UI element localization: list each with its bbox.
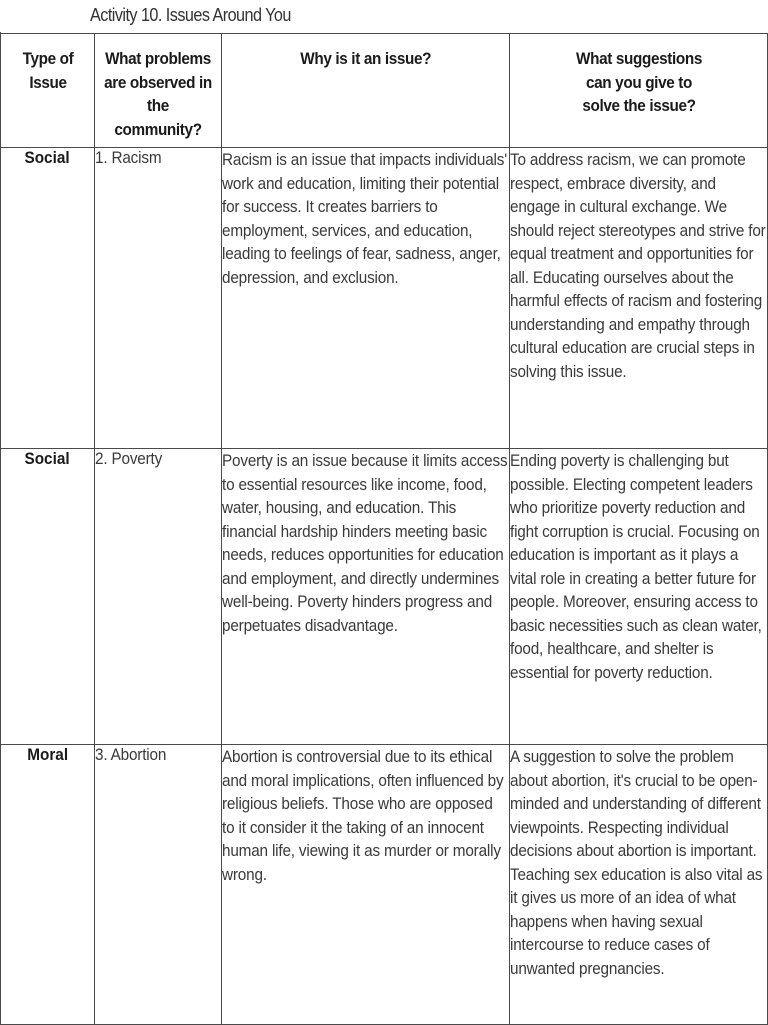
header-type-label: Type of Issue: [22, 49, 73, 92]
why-cell: [222, 148, 510, 449]
issue-type-label: Social: [24, 449, 71, 468]
issue-type-cell: [1, 745, 95, 1025]
header-suggestions-label: What suggestions can you give to solve the issue?: [575, 49, 702, 115]
issues-table: [0, 33, 768, 1025]
problem-label: 2. Poverty: [95, 449, 163, 468]
header-why-label: Why is it an issue?: [300, 49, 431, 68]
why-text: Abortion is controversial due to its ethical and moral implications, often influenced by religious beliefs. Those who are opposed to it consider it the taking of an innocent human life, viewing it as murder or morally wrong.: [222, 747, 504, 884]
problem-cell: [95, 745, 222, 1025]
suggestion-text: Ending poverty is challenging but possible. Electing competent leaders who prioritize poverty reduction and fight corruption is crucial. Focusing on education is important as it plays a vital role in creating a better future for people. Moreover, ensuring access to basic necessities such as clean water, food, healthcare, and shelter is essential for poverty reduction.: [510, 451, 762, 682]
table-row: [1, 148, 768, 449]
suggestion-cell: [510, 148, 768, 449]
why-text: Poverty is an issue because it limits access to essential resources like income, food, water, housing, and education. This financial hardship hinders meeting basic needs, reduces opportunities for education and employment, and directly undermines well-being. Poverty hinders progress and perpetuates disadvantage.: [222, 451, 508, 635]
issue-type-cell: [1, 148, 95, 449]
why-text: Racism is an issue that impacts individuals' work and education, limiting their potential for success. It creates barriers to employment, services, and education, leading to feelings of fear, sadness, anger, depression, and exclusion.: [222, 150, 507, 287]
table-row: [1, 449, 768, 745]
problem-label: 3. Abortion: [95, 745, 167, 764]
header-why: [222, 34, 510, 148]
header-problems-label: What problems are observed in the community?: [104, 49, 212, 139]
suggestion-text: To address racism, we can promote respect, embrace diversity, and engage in cultural exchange. We should reject stereotypes and strive for equal treatment and opportunities for all. Educating ourselves about the harmful effects of racism and fostering understanding and empathy through cultural education are crucial steps in solving this issue.: [510, 150, 766, 381]
problem-label: 1. Racism: [95, 148, 162, 167]
header-suggestions: [510, 34, 768, 148]
why-cell: [222, 745, 510, 1025]
suggestion-cell: [510, 745, 768, 1025]
table-header-row: [1, 34, 768, 148]
why-cell: [222, 449, 510, 745]
problem-cell: [95, 148, 222, 449]
suggestion-text: A suggestion to solve the problem about abortion, it's crucial to be open-minded and understanding of different viewpoints. Respecting individual decisions about abortion is important. Teaching sex education is also vital as it gives us more of an idea of what happens when having sexual intercourse to reduce cases of unwanted pregnancies.: [510, 747, 763, 978]
suggestion-cell: [510, 449, 768, 745]
issue-type-cell: [1, 449, 95, 745]
issue-type-label: Moral: [27, 745, 68, 764]
problem-cell: [95, 449, 222, 745]
header-problems: [95, 34, 222, 148]
document-title: Activity 10. Issues Around You: [90, 5, 291, 25]
table-row: [1, 745, 768, 1025]
header-type-of-issue: [1, 34, 95, 148]
issue-type-label: Social: [24, 148, 71, 167]
